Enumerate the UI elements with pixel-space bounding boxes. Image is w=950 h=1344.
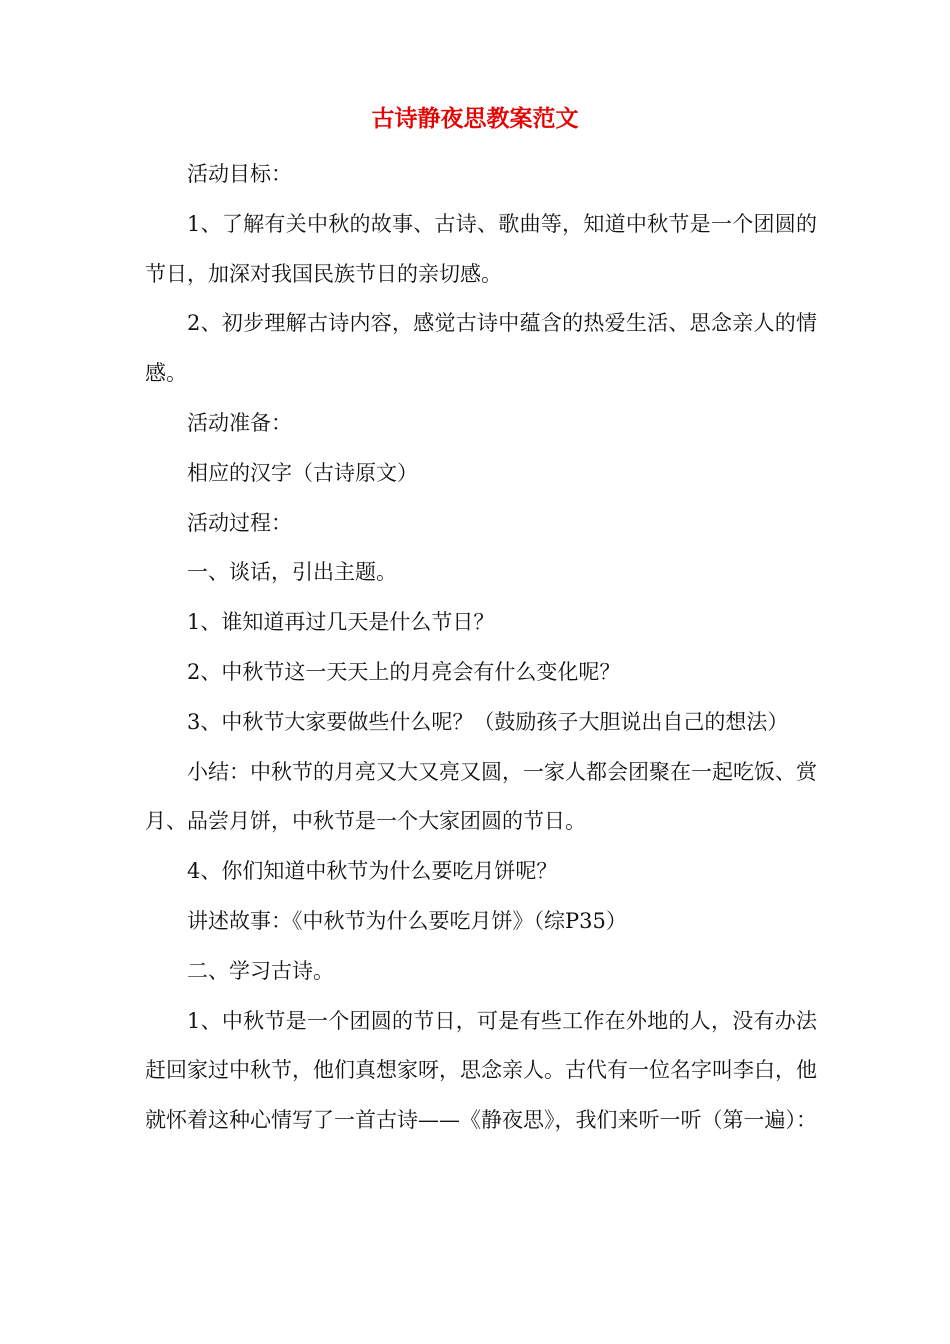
document-title: 古诗静夜思教案范文 xyxy=(371,105,579,132)
paragraph-activity-goals-heading: 活动目标： xyxy=(187,162,292,186)
paragraph-summary: 小结：中秋节的月亮又大又亮又圆，一家人都会团聚在一起吃饭、赏月、品尝月饼，中秋节是一个大家团圆的节日。 xyxy=(145,759,817,834)
paragraph-question-2: 2、中秋节这一天天上的月亮会有什么变化呢？ xyxy=(187,659,621,684)
paragraph-activity-process-heading: 活动过程： xyxy=(187,510,292,535)
paragraph-section-2-heading: 二、学习古诗。 xyxy=(187,958,334,983)
paragraph-prep-materials: 相应的汉字（古诗原文） xyxy=(187,460,418,485)
paragraph-goal-1: 1、了解有关中秋的故事、古诗、歌曲等，知道中秋节是一个团圆的节日，加深对我国民族节日的亲切感。 xyxy=(145,211,817,286)
document-body xyxy=(145,150,817,1146)
paragraph-story: 讲述故事：《中秋节为什么要吃月饼》（综P35） xyxy=(187,908,627,933)
paragraph-question-1: 1、谁知道再过几天是什么节日？ xyxy=(187,610,495,635)
paragraph-activity-prep-heading: 活动准备： xyxy=(187,410,292,435)
paragraph-question-3: 3、中秋节大家要做些什么呢？（鼓励孩子大胆说出自己的想法） xyxy=(187,709,789,734)
paragraph-question-4: 4、你们知道中秋节为什么要吃月饼呢？ xyxy=(187,859,558,884)
paragraph-learn-poem-1: 1、中秋节是一个团圆的节日，可是有些工作在外地的人，没有办法赶回家过中秋节，他们真想家呀，思念亲人。古代有一位名字叫李白，他就怀着这种心情写了一首古诗——《静夜思》，我们来听一听（第一遍）： xyxy=(145,1008,817,1133)
paragraph-goal-2: 2、初步理解古诗内容，感觉古诗中蕴含的热爱生活、思念亲人的情感。 xyxy=(145,311,817,386)
paragraph-section-1-heading: 一、谈话，引出主题。 xyxy=(187,560,397,585)
